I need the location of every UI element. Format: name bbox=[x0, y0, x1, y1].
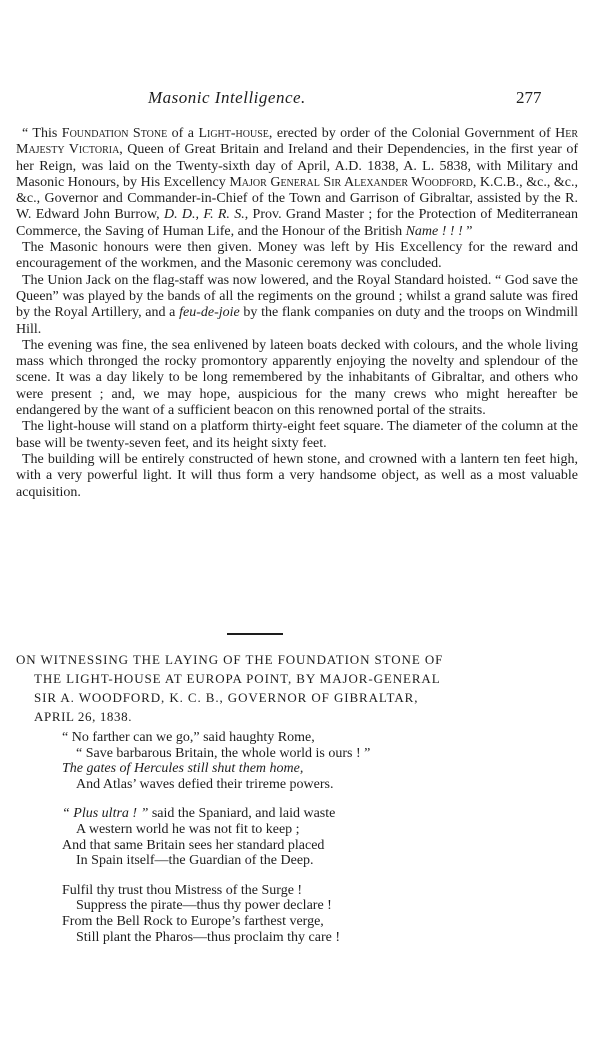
poem-line: “ Save barbarous Britain, the whole world is ours ! ” bbox=[76, 745, 371, 761]
poem-line: From the Bell Rock to Europe’s farthest verge, bbox=[62, 913, 324, 929]
poem-line: And that same Britain sees her standard placed bbox=[62, 837, 325, 853]
name-text: Name ! ! ! bbox=[405, 223, 463, 239]
poem-stanza bbox=[62, 883, 562, 945]
her-majesty-text: Her Majesty Victoria bbox=[16, 126, 578, 158]
masonic-honours-paragraph: The Masonic honours were then given. Money was left by His Excellency for the reward and encouragement of the workmen, and the Masonic ceremony was concluded. bbox=[16, 240, 578, 272]
poem-line: Fulfil thy trust thou Mistress of the Surge ! bbox=[62, 882, 303, 898]
poem bbox=[62, 730, 562, 959]
running-title: Masonic Intelligence. bbox=[148, 88, 306, 107]
inscription-paragraph: “ This Foundation Stone of a Light-house, erected by order of the Colonial Government of Her Majesty Victoria, Queen of Great Britain and Ireland and their Dependencies, in the first year of her Reign, was laid on the Twenty-sixth day of April, A.D. 1838, A. L. 5838, with Military and Masonic Honours, by His Excellency Major General Sir Alexander Woodford, K.C.B., &c., &c., &c., Governor and Commander-in-Chief of the Town and Garrison of Gibraltar, assisted by the R. W. Edward John Burrow, D. D., F. R. S., Prov. Grand Master ; for the Protection of Mediterranean Commerce, the Saving of Human Life, and the Honour of the British Name ! ! ! ” bbox=[16, 126, 579, 239]
union-jack-paragraph: The Union Jack on the flag-staff was now lowered, and the Royal Standard hoisted. “ God save the Queen” was played by the bands of all the regiments on the ground ; whilst a grand salute was fired by the Royal Artillery, and a feu-de-joie by the flank companies on duty and the troops on Windmill Hill. bbox=[16, 272, 579, 337]
feu-de-joie-text: feu-de-joie bbox=[179, 305, 240, 321]
poem-heading-line: SIR A. WOODFORD, K. C. B., GOVERNOR OF GIBRALTAR, bbox=[34, 690, 419, 705]
poem-line: “ Plus ultra ! ” said the Spaniard, and laid waste bbox=[62, 806, 336, 822]
evening-paragraph: The evening was fine, the sea enlivened by lateen boats decked with colours, and the whole living mass which thronged the rocky promontory apparently enjoying the novelty and splendour of the scene. It was a day likely to be long remembered by the inhabitants of Gibraltar, and others who were present ; and, we may hope, auspicious for the many crews who might hereafter be endangered by the want of a sufficient beacon on this renowned portal of the straits. bbox=[16, 337, 578, 419]
platform-paragraph: The light-house will stand on a platform thirty-eight feet square. The diameter of the column at the base will be twenty-seven feet, and its height sixty feet. bbox=[16, 419, 578, 451]
poem-stanza bbox=[62, 806, 562, 868]
poem-heading-line: THE LIGHT-HOUSE AT EUROPA POINT, BY MAJOR-GENERAL bbox=[34, 671, 441, 686]
poem-stanza bbox=[62, 730, 562, 792]
poem-line: And Atlas’ waves defied their trireme powers. bbox=[76, 776, 334, 792]
foundation-stone-text: Foundation Stone bbox=[61, 126, 168, 141]
major-general-text: Major General Sir Alexander Woodford bbox=[229, 174, 473, 190]
section-divider bbox=[227, 633, 283, 635]
poem-line: In Spain itself—the Guardian of the Deep. bbox=[76, 853, 314, 869]
building-paragraph: The building will be entirely constructed of hewn stone, and crowned with a lantern ten feet high, with a very powerful light. It will thus form a very handsome object, as well as a most valuable acquisition. bbox=[16, 451, 578, 500]
poem-heading bbox=[16, 650, 578, 726]
poem-line: The gates of Hercules still shut them home, bbox=[62, 761, 304, 777]
poem-heading-line: ON WITNESSING THE LAYING OF THE FOUNDATION STONE OF bbox=[16, 652, 444, 667]
poem-line: A western world he was not fit to keep ; bbox=[76, 821, 300, 837]
plus-ultra-text: “ Plus ultra ! ” bbox=[62, 806, 149, 822]
running-head bbox=[0, 88, 590, 110]
poem-line: Still plant the Pharos—thus proclaim thy care ! bbox=[76, 929, 341, 945]
article-body bbox=[16, 126, 578, 501]
poem-line: Suppress the pirate—thus thy power declare ! bbox=[76, 898, 332, 914]
poem-line: “ No farther can we go,” said haughty Rome, bbox=[62, 730, 315, 745]
degrees-text: D. D., F. R. S. bbox=[164, 207, 245, 223]
page-number: 277 bbox=[516, 88, 542, 107]
light-house-text: Light-house bbox=[198, 126, 269, 141]
poem-heading-line: APRIL 26, 1838. bbox=[34, 709, 133, 724]
